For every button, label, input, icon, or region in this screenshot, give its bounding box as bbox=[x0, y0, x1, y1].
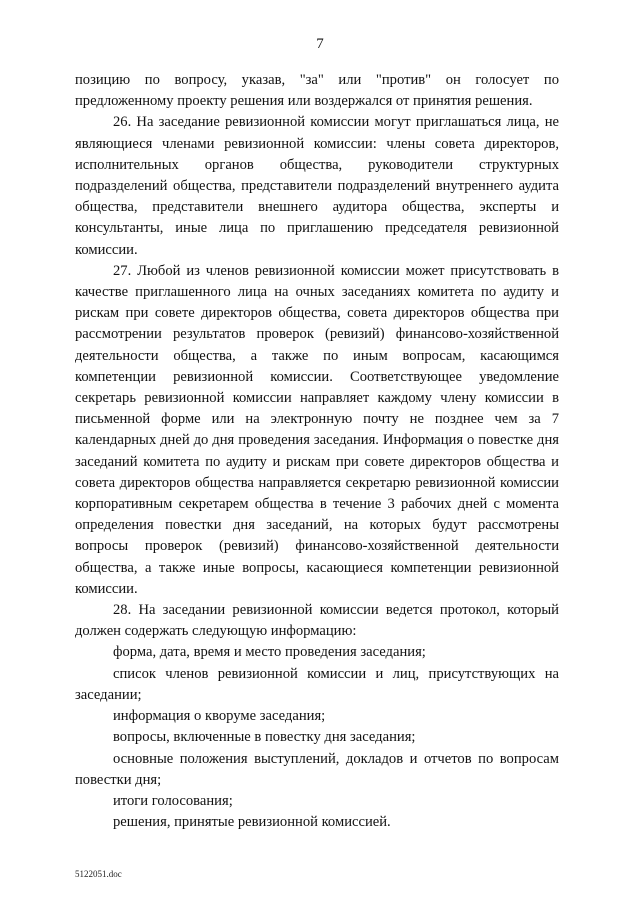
paragraph-26: 26. На заседание ревизионной комиссии могут приглашаться лица, не являющиеся членами ревизионной комиссии: члены совета директоров, исполнительных органов общества, руководители структурных подразделений общества, представители подразделений внутреннего аудита общества, представители внешнего аудитора общества, эксперты и консультанты, иные лица по приглашению председателя ревизионной комиссии. bbox=[75, 114, 559, 258]
page-number: 7 bbox=[316, 36, 324, 52]
paragraph-27: 27. Любой из членов ревизионной комиссии может присутствовать в качестве приглашенного лица на очных заседаниях комитета по аудиту и рискам при совете директоров общества, совета директоров общества при рассмотрении результатов проверок (ревизий) финансово-хозяйственной деятельности общества, а также по иным вопросам, касающимся компетенции ревизионной комиссии. Соответствующее уведомление секретарь ревизионной комиссии направляет каждому члену комиссии в письменной форме или на электронную почту не позднее чем за 7 календарных дней до дня проведения заседания. Информация о повестке дня заседаний комитета по аудиту и рискам при совете директоров общества и совета директоров общества направляется секретарю ревизионной комиссии корпоративным секретарем общества в течение 3 рабочих дней с момента определения повестки дня заседаний, на которых будут рассмотрены вопросы проверок (ревизий) финансово-хозяйственной деятельности общества, а также иные вопросы, касающиеся компетенции ревизионной комиссии. bbox=[75, 262, 559, 597]
protocol-item: информация о кворуме заседания; bbox=[113, 708, 326, 725]
paragraph-25-continuation: позицию по вопросу, указав, "за" или "против" он голосует по предложенному проекту решения или воздержался от принятия решения. bbox=[75, 72, 559, 110]
protocol-item: форма, дата, время и место проведения заседания; bbox=[113, 644, 426, 661]
protocol-item: основные положения выступлений, докладов и отчетов по вопросам повестки дня; bbox=[75, 750, 559, 788]
protocol-item: список членов ревизионной комиссии и лиц, присутствующих на заседании; bbox=[75, 665, 559, 703]
protocol-item: итоги голосования; bbox=[113, 792, 233, 809]
paragraph-28: 28. На заседании ревизионной комиссии ведется протокол, который должен содержать следующую информацию: bbox=[75, 602, 559, 640]
footer-filename: 5122051.doc bbox=[75, 869, 122, 879]
protocol-item: вопросы, включенные в повестку дня заседания; bbox=[113, 729, 416, 746]
document-body bbox=[75, 70, 559, 833]
protocol-item: решения, принятые ревизионной комиссией. bbox=[113, 814, 391, 831]
